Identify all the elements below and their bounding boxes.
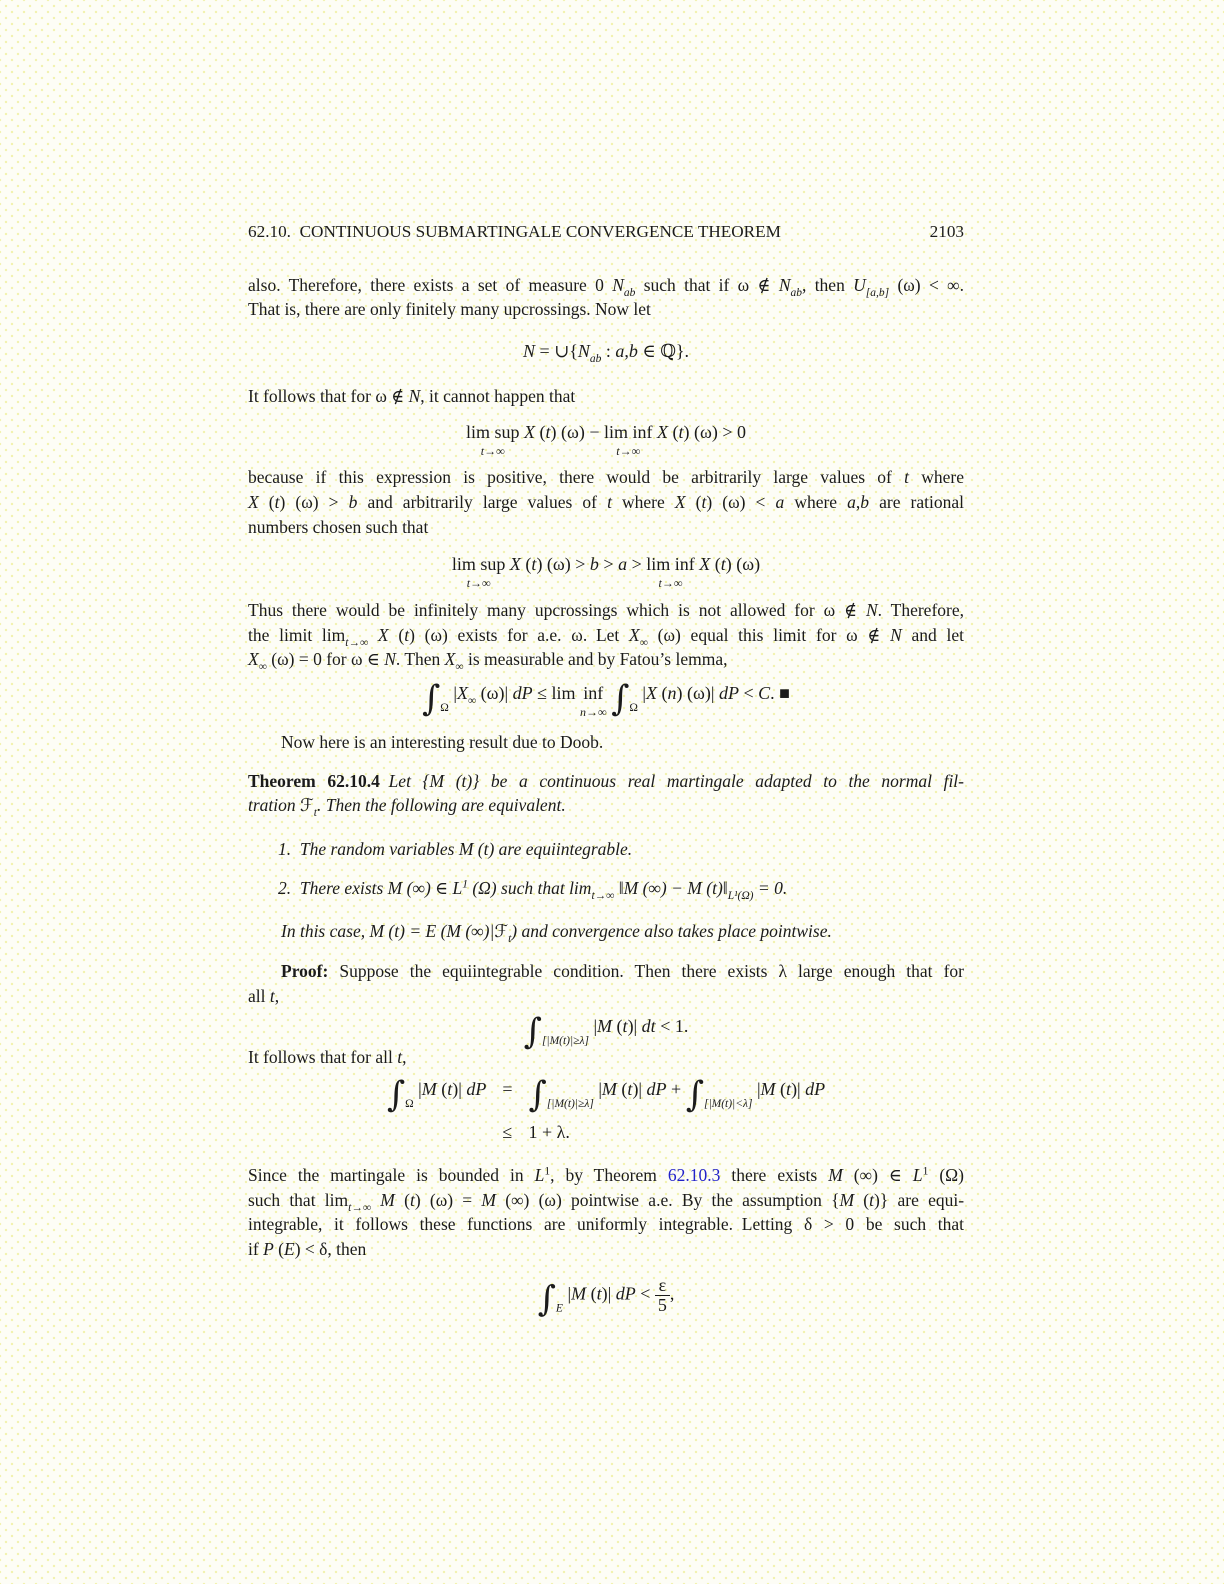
text-line: also. Therefore, there exists a set of measure 0 $N_{ab}$ such that if ω ∉ $N_{ab}$, then $U_{[a,b]}$ (ω) < ∞. bbox=[248, 274, 964, 299]
equation-split-rhs-2: 1 + λ. bbox=[528, 1122, 570, 1143]
equation-limsup-minus-liminf: lim sup t→∞ X (t) (ω) − lim inf t→∞ X (t) (ω) > 0 bbox=[465, 422, 746, 459]
text-line: such that $\lim_{t\to\infty} M$ (t) (ω) = M (∞) (ω) pointwise a.e. By the assumption {M (t)} are equi- bbox=[248, 1189, 965, 1214]
paragraph-doob-intro bbox=[248, 730, 964, 755]
equation-limsup-b-a-liminf: lim sup t→∞ X (t) (ω) > b > a > lim inf t→∞ X (t) (ω) bbox=[451, 554, 761, 591]
text-line: 2. There exists M (∞) ∈ $L^1$ (Ω) such that $\lim_{t\to\infty}$ ‖M (∞) − M $(t)‖_{L^1(\Omega)} = 0$. bbox=[278, 877, 788, 902]
paragraph-it-follows-all-t bbox=[248, 1045, 964, 1070]
text-line: all t, bbox=[248, 985, 280, 1006]
equation-union-N: $N = \cup\{N_{ab}$ : a,b ∈ ℚ}. bbox=[522, 341, 690, 366]
text-line: 1. The random variables M (t) are equiintegrable. bbox=[278, 839, 633, 860]
text-line: Thus there would be infinitely many upcrossings which is not allowed for ω ∉ N. Therefore, bbox=[248, 600, 964, 621]
theorem-list-item-1 bbox=[248, 837, 964, 862]
text-line: Theorem 62.10.4 Let {M (t)} be a continuous real martingale adapted to the normal fil- bbox=[248, 770, 965, 791]
running-header bbox=[248, 220, 964, 245]
text-line: if P (E) < δ, then bbox=[248, 1239, 367, 1260]
text-line: because if this expression is positive, there would be arbitrarily large values of t where bbox=[248, 467, 964, 488]
text-line: It follows that for ω ∉ N, it cannot happen that bbox=[248, 385, 576, 406]
text-line: $X_\infty$ (ω) = 0 for ω ∈ N. Then $X_\infty$ is measurable and by Fatou’s lemma, bbox=[248, 649, 728, 674]
text-line: In this case, M (t) = E (M (∞)|ℱ$_t$) and convergence also takes place pointwise. bbox=[281, 921, 832, 946]
paragraph-also-therefore bbox=[248, 273, 964, 322]
text-line: X (t) (ω) > b and arbitrarily large values of t where X (t) (ω) < a where a,b are rational bbox=[248, 491, 965, 512]
equation-epsilon-fifth: $\int_E$ |M (t)| dP < $\frac{\varepsilon}{5}$ , bbox=[537, 1274, 675, 1320]
text-line: the limit $\lim_{t\to\infty} X$ (t) (ω) exists for a.e. ω. Let $X_\infty$ (ω) equal this limit for ω ∉ N and let bbox=[248, 624, 965, 649]
text-line: integrable, it follows these functions are uniformly integrable. Letting δ > 0 be such that bbox=[248, 1214, 964, 1235]
text-line: It follows that for all t, bbox=[248, 1046, 407, 1067]
equation-tail-integral: $\int_{[|M(t)|\ge\lambda]}$ |M (t)| dt < 1. bbox=[523, 1010, 689, 1052]
text-line: Now here is an interesting result due to Doob. bbox=[281, 731, 604, 752]
equals-sign: = bbox=[502, 1079, 513, 1100]
paragraph-proof-start bbox=[248, 959, 964, 1008]
section-number: 62.10. bbox=[248, 222, 291, 241]
equation-split-rhs-1: $\int_{[|M(t)|\ge\lambda]}$ |M (t)| dP + $\int_{[|M(t)|<\lambda]}$ |M (t)| dP bbox=[528, 1074, 826, 1116]
paragraph-it-follows-omega bbox=[248, 384, 964, 409]
text-line: numbers chosen such that bbox=[248, 516, 429, 537]
text-line: Since the martingale is bounded in $L^1$, by Theorem 62.10.3 there exists M (∞) ∈ $L^1$ (Ω) bbox=[248, 1165, 965, 1186]
section-title: CONTINUOUS SUBMARTINGALE CONVERGENCE THEOREM bbox=[299, 222, 781, 241]
theorem-ref-link[interactable]: 62.10.3 bbox=[667, 1165, 721, 1186]
equation-split-lhs: $\int_\Omega$ |M (t)| dP bbox=[386, 1074, 487, 1116]
paragraph-in-this-case bbox=[248, 919, 964, 944]
text-line: tration ℱ$_t$. Then the following are equivalent. bbox=[248, 795, 566, 820]
page-number: 2103 bbox=[929, 222, 964, 241]
paragraph-because-positive bbox=[248, 465, 964, 539]
theorem-list-item-2 bbox=[248, 876, 964, 901]
text-line: Proof: Suppose the equiintegrable condition. Then there exists λ large enough that for bbox=[281, 961, 964, 982]
paragraph-since-bounded bbox=[248, 1163, 964, 1262]
paragraph-thus-upcrossings bbox=[248, 598, 964, 672]
page-content bbox=[248, 220, 965, 1320]
leq-sign: ≤ bbox=[502, 1122, 513, 1143]
equation-split-integral bbox=[386, 1074, 826, 1145]
section-heading bbox=[248, 220, 781, 245]
equation-fatou-lemma: $\int_\Omega$ $|X_\infty$ (ω)| dP ≤ lim inf n→∞ $\int_\Omega$ |X (n) (ω)| dP < C. ■ bbox=[422, 678, 790, 720]
text-line: That is, there are only finitely many upcrossings. Now let bbox=[248, 299, 651, 320]
theorem-62-10-4 bbox=[248, 769, 964, 818]
